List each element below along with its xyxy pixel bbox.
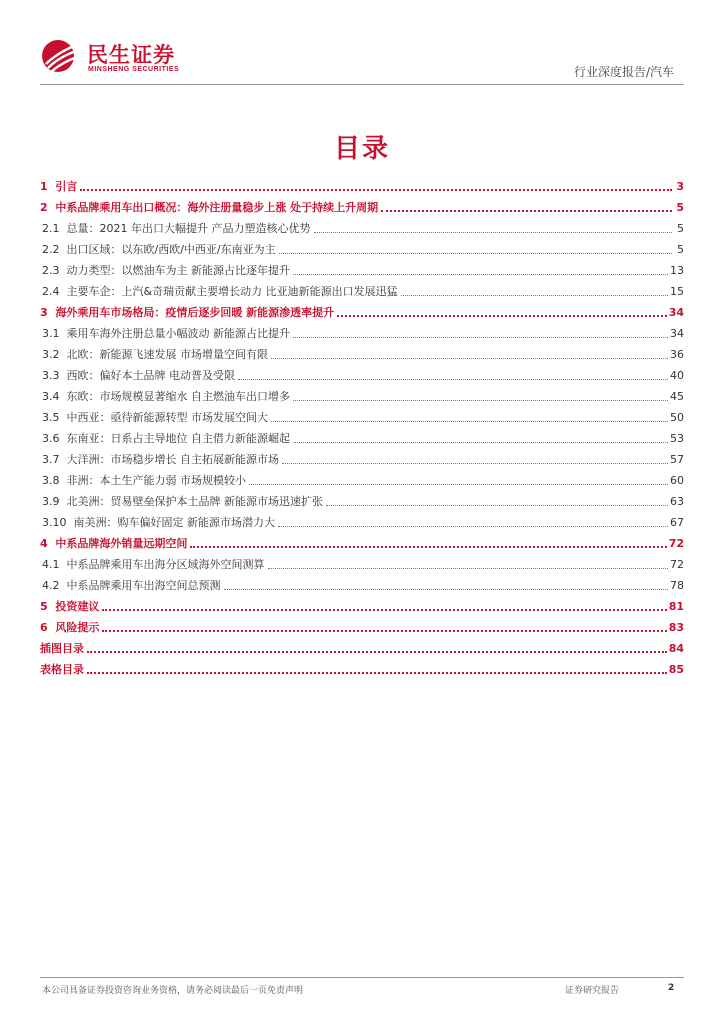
toc-entry-title: 北欧：新能源飞速发展 市场增量空间有限: [66, 348, 268, 361]
toc-entry-number: 3.2: [42, 348, 67, 361]
toc-dot-leader: [293, 336, 668, 338]
toc-entry-number: 5: [40, 600, 56, 613]
toc-entry-number: 3.1: [42, 327, 67, 340]
toc-entry-number: 2.2: [42, 243, 67, 256]
toc-entry-page: 83: [668, 621, 684, 634]
toc-entry-page: 13: [670, 264, 684, 277]
toc-entry-page: 81: [668, 600, 684, 613]
toc-entry-page: 15: [670, 285, 684, 298]
toc-entry-title: 表格目录: [40, 663, 84, 676]
toc-dot-leader: [293, 273, 668, 275]
toc-entry-title: 东欧：市场规模显著缩水 自主燃油车出口增多: [66, 390, 290, 403]
toc-dot-leader: [381, 209, 672, 212]
footer-report-label: 证券研究报告: [565, 986, 620, 996]
toc-entry[interactable]: [40, 656, 684, 677]
logo-english-name: MINSHENG SECURITIES: [88, 66, 180, 73]
toc-dot-leader: [102, 629, 666, 632]
toc-dot-leader: [271, 420, 668, 422]
toc-entry-title: 插图目录: [40, 642, 84, 655]
toc-entry-title: 北美洲：贸易壁垒保护本土品牌 新能源市场迅速扩张: [66, 495, 323, 508]
toc-entry-number: 3.10: [42, 516, 74, 529]
toc-entry[interactable]: [40, 299, 684, 320]
toc-entry[interactable]: [40, 635, 684, 656]
toc-entry-number: 4.2: [42, 579, 67, 592]
toc-entry-title: 主要车企：上汽&奇瑞贡献主要增长动力 比亚迪新能源出口发展迅猛: [66, 285, 398, 298]
toc-entry-page: 67: [670, 516, 684, 529]
toc-entry-title: 非洲：本土生产能力弱 市场规模较小: [66, 474, 246, 487]
toc-entry-title: 海外乘用车市场格局：疫情后逐步回暖 新能源渗透率提升: [55, 306, 335, 319]
toc-entry-number: 3.6: [42, 432, 67, 445]
toc-entry-page: 63: [670, 495, 684, 508]
toc-entry-page: 50: [670, 411, 684, 424]
minsheng-logo: [40, 36, 220, 80]
toc-entry-number: 3.8: [42, 474, 67, 487]
toc-entry-title: 中系品牌海外销量远期空间: [55, 537, 188, 550]
toc-entry[interactable]: [40, 194, 684, 215]
page-header: [40, 36, 684, 84]
toc-entry[interactable]: [40, 320, 684, 341]
toc-entry-title: 大洋洲：市场稳步增长 自主拓展新能源市场: [66, 453, 279, 466]
toc-entry[interactable]: [40, 551, 684, 572]
toc-entry-number: 4.1: [42, 558, 67, 571]
toc-entry[interactable]: [40, 215, 684, 236]
toc-entry-page: 34: [668, 306, 684, 319]
toc-entry-number: 3.5: [42, 411, 67, 424]
toc-dot-leader: [326, 504, 668, 506]
toc-entry-page: 34: [670, 327, 684, 340]
toc-entry-title: 中系品牌乘用车出海分区域海外空间测算: [66, 558, 265, 571]
toc-dot-leader: [282, 462, 668, 464]
toc-entry-page: 72: [670, 558, 684, 571]
toc-entry[interactable]: [40, 488, 684, 509]
toc-entry-page: 60: [670, 474, 684, 487]
toc-dot-leader: [337, 314, 667, 317]
toc-entry[interactable]: [40, 173, 684, 194]
toc-entry-title: 中系品牌乘用车出口概况：海外注册量稳步上涨 处于持续上升周期: [55, 201, 379, 214]
toc-entry-number: 2: [40, 201, 56, 214]
toc-entry-title: 出口区域：以东欧/西欧/中西亚/东南亚为主: [66, 243, 276, 256]
footer-divider: [40, 977, 684, 978]
toc-entry[interactable]: [40, 341, 684, 362]
toc-entry-page: 84: [668, 642, 684, 655]
toc-entry-number: 3: [40, 306, 56, 319]
toc-entry-title: 中系品牌乘用车出海空间总预测: [66, 579, 221, 592]
toc-entry-title: 东南亚：日系占主导地位 自主借力新能源崛起: [66, 432, 290, 445]
toc-entry[interactable]: [40, 467, 684, 488]
toc-dot-leader: [268, 567, 669, 569]
toc-entry-number: 1: [40, 180, 56, 193]
toc-entry-number: 3.7: [42, 453, 67, 466]
toc-dot-leader: [278, 525, 668, 527]
toc-entry-title: 投资建议: [55, 600, 100, 613]
toc-entry[interactable]: [40, 425, 684, 446]
toc-entry[interactable]: [40, 383, 684, 404]
toc-entry-page: 45: [670, 390, 684, 403]
toc-dot-leader: [80, 188, 672, 191]
toc-entry-title: 风险提示: [55, 621, 100, 634]
toc-entry-title: 动力类型：以燃油车为主 新能源占比逐年提升: [66, 264, 290, 277]
toc-entry-page: 3: [676, 180, 684, 193]
toc-entry-page: 36: [670, 348, 684, 361]
toc-entry-title: 引言: [55, 180, 78, 193]
toc-entry-page: 78: [670, 579, 684, 592]
minsheng-logo-icon: [40, 38, 80, 74]
toc-entry-title: 乘用车海外注册总量小幅波动 新能源占比提升: [66, 327, 290, 340]
toc-dot-leader: [87, 650, 667, 653]
toc-entry-page: 5: [676, 201, 684, 214]
toc-entry[interactable]: [40, 530, 684, 551]
toc-entry[interactable]: [40, 509, 684, 530]
toc-entry-title: 中西亚：亟待新能源转型 市场发展空间大: [66, 411, 268, 424]
toc-entry-page: 40: [670, 369, 684, 382]
report-type-label: 行业深度报告/汽车: [573, 65, 674, 79]
toc-entry-page: 85: [668, 663, 684, 676]
toc-entry-page: 53: [670, 432, 684, 445]
page-number: 2: [668, 983, 675, 993]
toc-dot-leader: [238, 378, 668, 380]
toc-dot-leader: [293, 441, 668, 443]
toc-entry-number: 4: [40, 537, 56, 550]
toc-entry-page: 57: [670, 453, 684, 466]
toc-entry[interactable]: [40, 572, 684, 593]
toc-dot-leader: [401, 294, 668, 296]
toc-dot-leader: [102, 608, 666, 611]
table-of-contents: [40, 173, 684, 677]
toc-entry-number: 6: [40, 621, 56, 634]
toc-entry-number: 3.9: [42, 495, 67, 508]
toc-entry[interactable]: [40, 278, 684, 299]
toc-entry[interactable]: [40, 257, 684, 278]
toc-entry-title: 总量：2021 年出口大幅提升 产品力塑造核心优势: [66, 222, 311, 235]
toc-entry-title: 南美洲：购车偏好固定 新能源市场潜力大: [73, 516, 275, 529]
toc-entry[interactable]: [40, 236, 684, 257]
toc-entry-page: 5: [677, 243, 684, 256]
toc-dot-leader: [87, 671, 667, 674]
toc-dot-leader: [314, 231, 673, 233]
toc-dot-leader: [224, 588, 669, 590]
toc-entry-number: 3.3: [42, 369, 67, 382]
toc-entry-page: 5: [677, 222, 684, 235]
toc-entry-number: 2.1: [42, 222, 67, 235]
toc-entry-page: 72: [668, 537, 684, 550]
toc-entry-number: 2.3: [42, 264, 67, 277]
toc-entry[interactable]: [40, 614, 684, 635]
toc-dot-leader: [271, 357, 668, 359]
logo-chinese-name: 民生证券: [87, 43, 175, 67]
toc-dot-leader: [190, 545, 666, 548]
toc-entry[interactable]: [40, 404, 684, 425]
toc-entry[interactable]: [40, 593, 684, 614]
toc-entry-number: 2.4: [42, 285, 67, 298]
toc-dot-leader: [279, 252, 672, 254]
footer-disclaimer: 本公司具备证券投资咨询业务资格，请务必阅读最后一页免责声明: [42, 986, 304, 996]
toc-entry[interactable]: [40, 446, 684, 467]
toc-entry-number: 3.4: [42, 390, 67, 403]
header-divider: [40, 84, 684, 85]
toc-dot-leader: [249, 483, 668, 485]
toc-entry-title: 西欧：偏好本土品牌 电动普及受限: [66, 369, 235, 382]
toc-entry[interactable]: [40, 362, 684, 383]
toc-dot-leader: [293, 399, 668, 401]
toc-title: 目录: [333, 134, 390, 164]
